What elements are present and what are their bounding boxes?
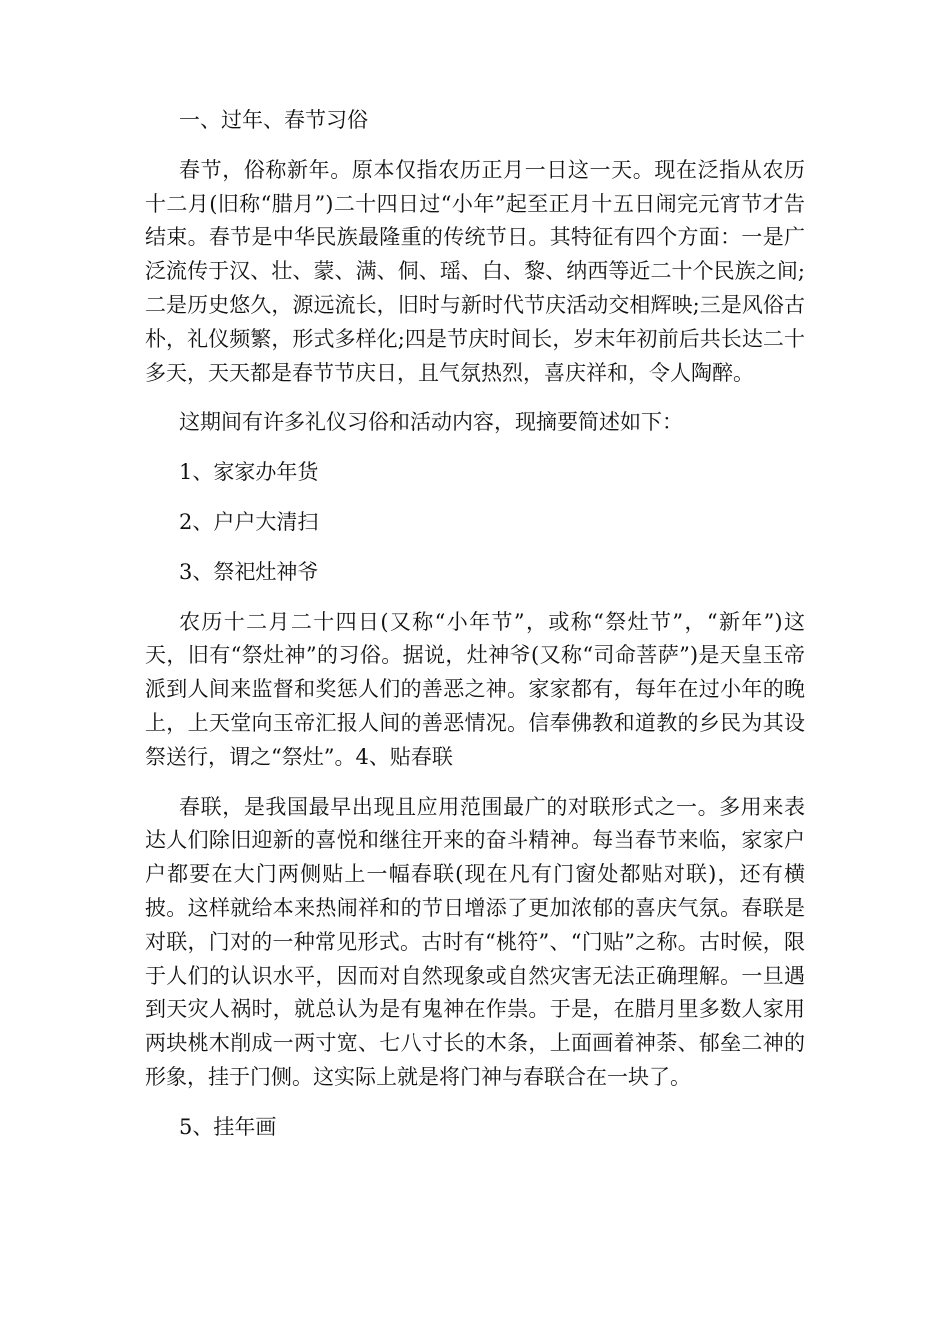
section-heading: 一、过年、春节习俗 xyxy=(179,108,368,132)
document-body xyxy=(145,104,805,1161)
paragraph-spring-couplets: 春联，是我国最早出现且应用范围最广的对联形式之一。多用来表达人们除旧迎新的喜悦和继往开来的奋斗精神。每当春节来临，家家户户都要在大门两侧贴上一幅春联(现在凡有门窗处都贴对联)，还有横披。这样就给本来热闹祥和的节日增添了更加浓郁的喜庆气氛。春联是对联，门对的一种常见形式。古时有“桃符”、“门贴”之称。古时候，限于人们的认识水平，因而对自然现象或自然灾害无法正确理解。一旦遇到天灾人祸时，就总认为是有鬼神在作祟。于是，在腊月里多数人家用两块桃木削成一两寸宽、七八寸长的木条，上面画着神荼、郁垒二神的形象，挂于门侧。这实际上就是将门神与春联合在一块了。 xyxy=(145,794,805,1089)
list-item-kitchen-god: 3、祭祀灶神爷 xyxy=(179,559,319,584)
list-item-cleaning: 2、户户大清扫 xyxy=(179,509,319,534)
paragraph-customs-intro: 这期间有许多礼仪习俗和活动内容，现摘要简述如下： xyxy=(179,410,683,435)
paragraph-spring-festival-intro: 春节，俗称新年。原本仅指农历正月一日这一天。现在泛指从农历十二月(旧称“腊月”)二十四日过“小年”起至正月十五日闹完元宵节才告结束。春节是中华民族最隆重的传统节日。其特征有四个方面：一是广泛流传于汉、壮、蒙、满、侗、瑶、白、黎、纳西等近二十个民族之间;二是历史悠久，源远流长，旧时与新时代节庆活动交相辉映;三是风俗古朴，礼仪频繁，形式多样化;四是节庆时间长，岁末年初前后共长达二十多天，天天都是春节节庆日，且气氛热烈，喜庆祥和，令人陶醉。 xyxy=(145,157,805,385)
paragraph-kitchen-god: 农历十二月二十四日(又称“小年节”，或称“祭灶节”，“新年”)这天，旧有“祭灶神”的习俗。据说，灶神爷(又称“司命菩萨”)是天皇玉帝派到人间来监督和奖惩人们的善恶之神。家家都有，每年在过小年的晚上，上天堂向玉帝汇报人间的善恶情况。信奉佛教和道教的乡民为其设祭送行，谓之“祭灶”。4、贴春联 xyxy=(145,609,805,769)
list-item-new-year-pictures: 5、挂年画 xyxy=(179,1114,277,1139)
list-item-new-year-goods: 1、家家办年货 xyxy=(179,460,319,485)
